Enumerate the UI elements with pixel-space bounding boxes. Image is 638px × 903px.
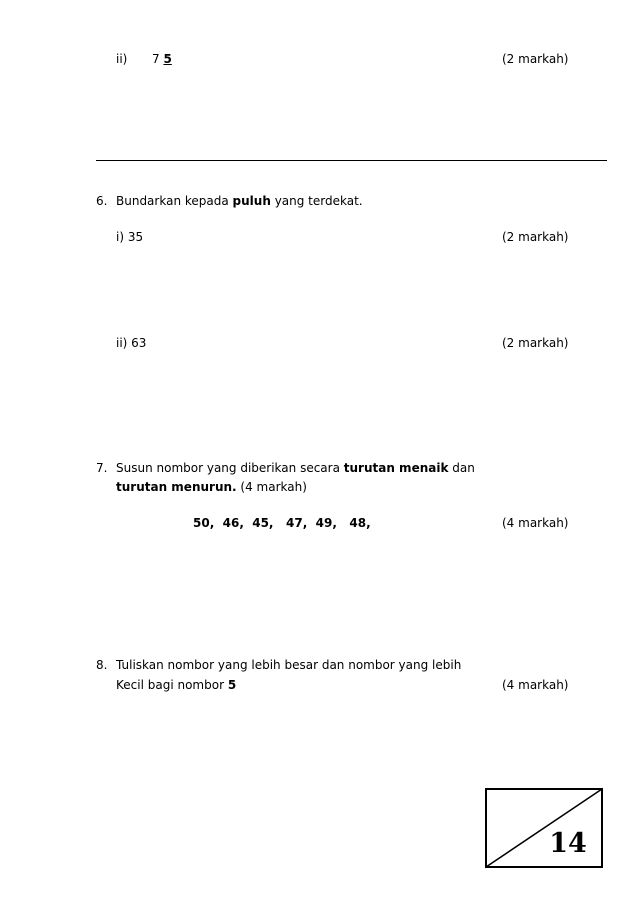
q6-text-before: Bundarkan kepada: [116, 194, 233, 208]
q7-line1-bold: turutan menaik: [343, 461, 449, 475]
q6-number: 6.: [96, 194, 108, 208]
q8-marks: (4 markah): [502, 678, 569, 692]
q7-line2-after: (4 markah): [236, 480, 307, 494]
q8-line2-before: Kecil bagi nombor: [116, 678, 228, 692]
q5-part-ii-marks: (2 markah): [502, 52, 569, 66]
q6-part-i: i) 35: [116, 230, 144, 244]
q8-number: 8.: [96, 658, 108, 672]
q7-line1-after: dan: [448, 461, 475, 475]
q5-number-underlined: 5: [163, 52, 172, 66]
q7-line-2: [116, 480, 307, 494]
q5-part-ii-number: [152, 52, 172, 66]
q6-part-ii-marks: (2 markah): [502, 336, 569, 350]
q6-text-bold: puluh: [232, 194, 271, 208]
q8-line2-bold: 5: [227, 678, 237, 692]
section-divider: [96, 160, 607, 161]
score-box: [485, 788, 603, 868]
q6-text-after: yang terdekat.: [270, 194, 363, 208]
q7-line-1: [116, 461, 475, 475]
q6-part-ii: ii) 63: [116, 336, 147, 350]
q7-line2-bold: turutan menurun.: [116, 480, 237, 494]
q5-part-ii-label: ii): [116, 52, 128, 66]
q6-part-i-marks: (2 markah): [502, 230, 569, 244]
q8-line-1: Tuliskan nombor yang lebih besar dan nombor yang lebih: [116, 658, 462, 672]
q7-number-list: 50, 46, 45, 47, 49, 48,: [193, 516, 371, 530]
q8-line-2: [116, 678, 236, 692]
q7-number: 7.: [96, 461, 108, 475]
q5-number-plain: 7: [152, 52, 164, 66]
q6-text: [116, 194, 363, 208]
q7-marks: (4 markah): [502, 516, 569, 530]
q7-line1-before: Susun nombor yang diberikan secara: [116, 461, 344, 475]
score-total: 14: [549, 828, 587, 859]
